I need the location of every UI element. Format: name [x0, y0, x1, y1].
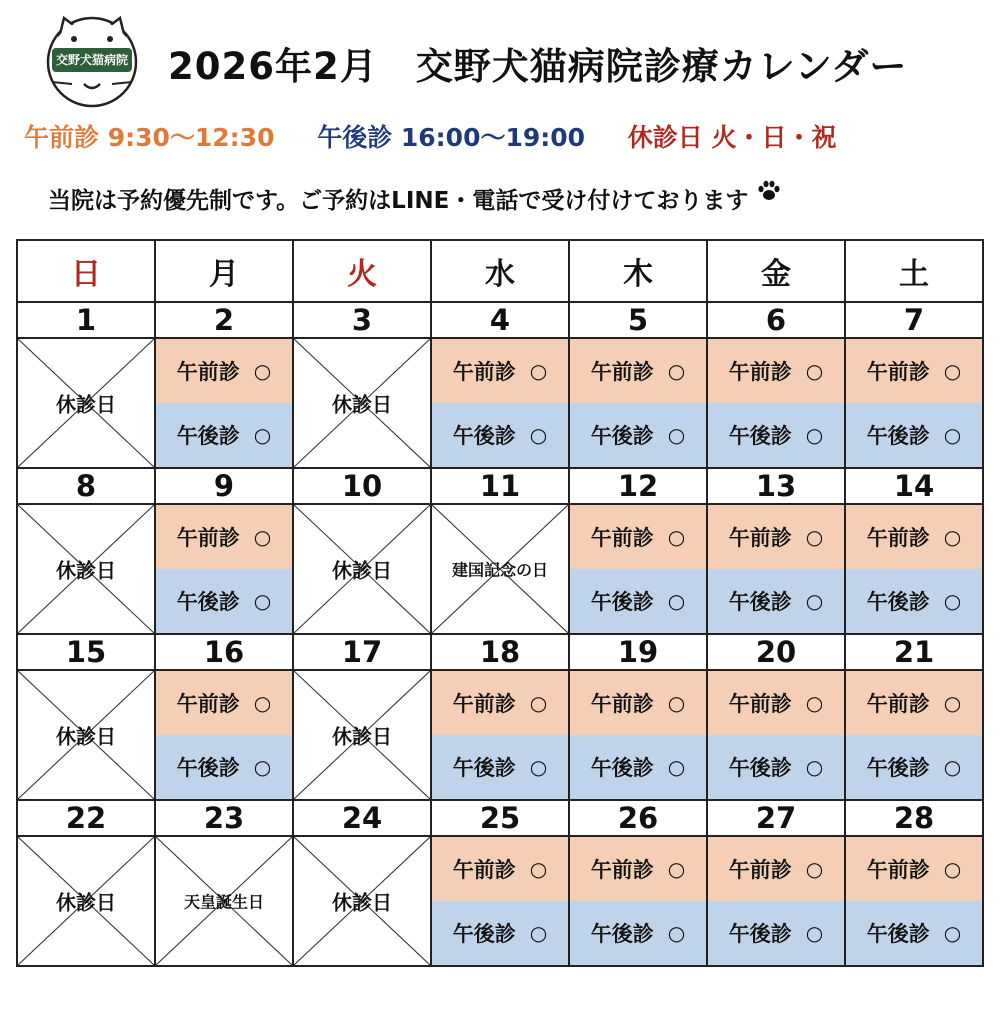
session-label: 午前診: [452, 858, 516, 882]
open-day-cell: [845, 338, 983, 468]
afternoon-session: [708, 403, 844, 467]
open-day-cell: [845, 504, 983, 634]
open-circle-icon: ○: [529, 359, 548, 383]
closed-day-box: [156, 837, 292, 965]
date-number: 27: [707, 800, 845, 836]
afternoon-session: [432, 403, 568, 467]
afternoon-session: [846, 901, 982, 965]
afternoon-session: [156, 569, 292, 633]
date-number: 22: [17, 800, 155, 836]
date-number: 5: [569, 302, 707, 338]
date-number: 10: [293, 468, 431, 504]
open-circle-icon: ○: [667, 921, 686, 945]
closed-day-cell: [17, 670, 155, 800]
session-label: 午前診: [590, 526, 654, 550]
schedule-row: [17, 504, 983, 634]
morning-session: [156, 671, 292, 735]
pm-hours: 午後診 16:00〜19:00: [317, 123, 586, 152]
weekday-mon: 月: [155, 240, 293, 302]
open-day-cell: [707, 836, 845, 966]
session-label: 午後診: [728, 424, 792, 448]
morning-session: [846, 837, 982, 901]
date-number: 3: [293, 302, 431, 338]
closed-day-box: [18, 837, 154, 965]
open-circle-icon: ○: [805, 359, 824, 383]
session-label: 午前診: [452, 360, 516, 384]
open-circle-icon: ○: [529, 691, 548, 715]
open-day-cell: [569, 504, 707, 634]
closed-day-label: 休診日: [56, 558, 116, 583]
afternoon-session: [846, 403, 982, 467]
open-circle-icon: ○: [805, 691, 824, 715]
closed-day-cell: [17, 836, 155, 966]
closed-day-box: [294, 505, 430, 633]
closed-day-cell: [293, 836, 431, 966]
open-circle-icon: ○: [253, 525, 272, 549]
closed-day-box: [18, 339, 154, 467]
weekday-header-row: [17, 240, 983, 302]
closed-day-label: 休診日: [332, 890, 392, 915]
session-label: 午前診: [728, 526, 792, 550]
open-circle-icon: ○: [805, 921, 824, 945]
open-circle-icon: ○: [667, 691, 686, 715]
am-hours: 午前診 9:30〜12:30: [24, 123, 275, 152]
afternoon-session: [156, 735, 292, 799]
date-number: 26: [569, 800, 707, 836]
date-number: 1: [17, 302, 155, 338]
closed-day-box: [432, 505, 568, 633]
closed-day-cell: [293, 504, 431, 634]
closed-day-box: [294, 671, 430, 799]
closed-day-box: [18, 505, 154, 633]
morning-session: [570, 837, 706, 901]
weekday-sun: 日: [17, 240, 155, 302]
morning-session: [432, 339, 568, 403]
schedule-row: [17, 836, 983, 966]
open-day-cell: [845, 670, 983, 800]
date-number: 11: [431, 468, 569, 504]
open-circle-icon: ○: [529, 857, 548, 881]
open-circle-icon: ○: [253, 359, 272, 383]
session-label: 午前診: [728, 858, 792, 882]
morning-session: [570, 671, 706, 735]
paw-icon: [756, 180, 782, 202]
closed-day-cell: [17, 338, 155, 468]
page-title: 2026年2月 交野犬猫病院診療カレンダー: [168, 45, 908, 88]
open-circle-icon: ○: [943, 359, 962, 383]
open-circle-icon: ○: [943, 691, 962, 715]
date-number: 14: [845, 468, 983, 504]
logo-text: 交野犬猫病院: [55, 53, 128, 67]
session-label: 午前診: [728, 692, 792, 716]
morning-session: [708, 671, 844, 735]
open-day-cell: [707, 670, 845, 800]
date-number: 21: [845, 634, 983, 670]
session-label: 午後診: [452, 756, 516, 780]
closed-day-cell: [293, 670, 431, 800]
open-circle-icon: ○: [529, 921, 548, 945]
session-label: 午後診: [728, 590, 792, 614]
open-circle-icon: ○: [943, 921, 962, 945]
closed-day-label: 休診日: [56, 890, 116, 915]
session-label: 午前診: [728, 360, 792, 384]
session-label: 午前診: [590, 360, 654, 384]
session-label: 午後診: [590, 590, 654, 614]
open-circle-icon: ○: [253, 691, 272, 715]
date-number: 17: [293, 634, 431, 670]
open-day-cell: [707, 338, 845, 468]
open-day-cell: [431, 338, 569, 468]
session-label: 午後診: [866, 922, 930, 946]
closed-day-label: 休診日: [332, 392, 392, 417]
open-day-cell: [569, 670, 707, 800]
weekday-thu: 木: [569, 240, 707, 302]
notice-line: [48, 180, 968, 215]
date-number: 23: [155, 800, 293, 836]
session-label: 午前診: [176, 692, 240, 716]
date-number: 16: [155, 634, 293, 670]
date-number: 15: [17, 634, 155, 670]
afternoon-session: [570, 569, 706, 633]
afternoon-session: [708, 735, 844, 799]
open-circle-icon: ○: [667, 525, 686, 549]
open-circle-icon: ○: [253, 423, 272, 447]
schedule-row: [17, 338, 983, 468]
weekday-sat: 土: [845, 240, 983, 302]
morning-session: [432, 671, 568, 735]
clinic-logo: [44, 12, 140, 108]
afternoon-session: [570, 901, 706, 965]
session-label: 午後診: [866, 590, 930, 614]
closed-day-label: 休診日: [332, 558, 392, 583]
open-day-cell: [155, 670, 293, 800]
session-label: 午後診: [452, 922, 516, 946]
session-label: 午前診: [452, 692, 516, 716]
closed-day-box: [294, 837, 430, 965]
session-label: 午前診: [590, 858, 654, 882]
open-circle-icon: ○: [667, 589, 686, 613]
session-label: 午前診: [866, 692, 930, 716]
closed-day-box: [18, 671, 154, 799]
closed-day-label: 休診日: [56, 392, 116, 417]
session-label: 午後診: [728, 922, 792, 946]
morning-session: [846, 339, 982, 403]
date-number: 9: [155, 468, 293, 504]
open-circle-icon: ○: [253, 755, 272, 779]
reservation-notice: 当院は予約優先制です。ご予約はLINE・電話で受け付けております: [48, 188, 749, 214]
open-circle-icon: ○: [529, 755, 548, 779]
closed-day-cell: [431, 504, 569, 634]
date-number: 20: [707, 634, 845, 670]
session-label: 午後診: [866, 756, 930, 780]
open-circle-icon: ○: [943, 525, 962, 549]
open-circle-icon: ○: [529, 423, 548, 447]
morning-session: [708, 339, 844, 403]
morning-session: [846, 671, 982, 735]
afternoon-session: [846, 735, 982, 799]
weekday-fri: 金: [707, 240, 845, 302]
session-label: 午前診: [176, 526, 240, 550]
date-number-row: [17, 800, 983, 836]
session-label: 午後診: [728, 756, 792, 780]
session-label: 午後診: [176, 590, 240, 614]
session-label: 午前診: [176, 360, 240, 384]
open-day-cell: [155, 504, 293, 634]
afternoon-session: [432, 901, 568, 965]
morning-session: [156, 339, 292, 403]
date-number: 24: [293, 800, 431, 836]
closed-day-cell: [155, 836, 293, 966]
session-label: 午後診: [590, 922, 654, 946]
closed-day-box: [294, 339, 430, 467]
closed-days: 休診日 火・日・祝: [627, 123, 837, 152]
open-circle-icon: ○: [805, 423, 824, 447]
morning-session: [570, 339, 706, 403]
closed-day-cell: [17, 504, 155, 634]
date-number: 4: [431, 302, 569, 338]
open-circle-icon: ○: [805, 857, 824, 881]
closed-day-label: 建国記念の日: [451, 560, 548, 580]
date-number: 12: [569, 468, 707, 504]
morning-session: [156, 505, 292, 569]
afternoon-session: [156, 403, 292, 467]
open-circle-icon: ○: [667, 755, 686, 779]
open-circle-icon: ○: [253, 589, 272, 613]
session-label: 午後診: [452, 424, 516, 448]
afternoon-session: [570, 403, 706, 467]
session-label: 午後診: [590, 756, 654, 780]
open-day-cell: [707, 504, 845, 634]
morning-session: [570, 505, 706, 569]
open-circle-icon: ○: [667, 423, 686, 447]
date-number: 18: [431, 634, 569, 670]
open-day-cell: [155, 338, 293, 468]
date-number: 28: [845, 800, 983, 836]
date-number-row: [17, 634, 983, 670]
weekday-wed: 水: [431, 240, 569, 302]
morning-session: [846, 505, 982, 569]
open-circle-icon: ○: [943, 755, 962, 779]
date-number: 8: [17, 468, 155, 504]
open-circle-icon: ○: [805, 525, 824, 549]
weekday-tue: 火: [293, 240, 431, 302]
open-circle-icon: ○: [805, 589, 824, 613]
open-day-cell: [845, 836, 983, 966]
closed-day-cell: [293, 338, 431, 468]
morning-session: [708, 505, 844, 569]
date-number: 19: [569, 634, 707, 670]
schedule-row: [17, 670, 983, 800]
morning-session: [708, 837, 844, 901]
calendar-table: [16, 239, 984, 967]
open-circle-icon: ○: [943, 589, 962, 613]
date-number-row: [17, 302, 983, 338]
afternoon-session: [432, 735, 568, 799]
session-label: 午後診: [176, 424, 240, 448]
open-circle-icon: ○: [667, 857, 686, 881]
afternoon-session: [708, 569, 844, 633]
session-label: 午前診: [590, 692, 654, 716]
date-number: 2: [155, 302, 293, 338]
closed-day-label: 天皇誕生日: [183, 892, 264, 912]
hours-line: [24, 118, 989, 154]
session-label: 午後診: [176, 756, 240, 780]
open-circle-icon: ○: [805, 755, 824, 779]
date-number: 7: [845, 302, 983, 338]
afternoon-session: [570, 735, 706, 799]
open-circle-icon: ○: [943, 423, 962, 447]
date-number-row: [17, 468, 983, 504]
date-number: 13: [707, 468, 845, 504]
open-day-cell: [569, 338, 707, 468]
open-circle-icon: ○: [943, 857, 962, 881]
closed-day-label: 休診日: [56, 724, 116, 749]
afternoon-session: [846, 569, 982, 633]
open-day-cell: [431, 670, 569, 800]
session-label: 午後診: [866, 424, 930, 448]
open-day-cell: [569, 836, 707, 966]
date-number: 6: [707, 302, 845, 338]
session-label: 午前診: [866, 526, 930, 550]
open-circle-icon: ○: [667, 359, 686, 383]
afternoon-session: [708, 901, 844, 965]
session-label: 午前診: [866, 858, 930, 882]
morning-session: [432, 837, 568, 901]
closed-day-label: 休診日: [332, 724, 392, 749]
session-label: 午後診: [590, 424, 654, 448]
session-label: 午前診: [866, 360, 930, 384]
open-day-cell: [431, 836, 569, 966]
date-number: 25: [431, 800, 569, 836]
